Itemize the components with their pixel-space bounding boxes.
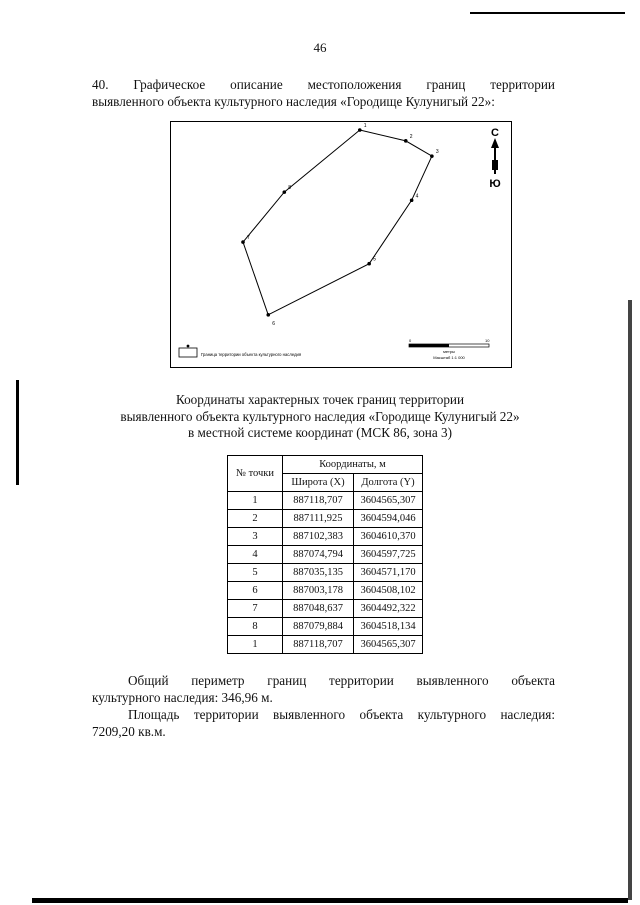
point-number-cell: 4 [228,546,283,564]
boundary-polygon-layer [241,123,439,327]
longitude-cell: 3604492,322 [354,600,423,618]
page-number: 46 [313,40,327,55]
longitude-cell: 3604565,307 [354,492,423,510]
scale-start: 0 [409,338,412,343]
boundary-point [404,139,408,143]
latitude-cell: 887118,707 [283,492,354,510]
caption-line: Координаты характерных точек границ территории [175,392,465,407]
boundary-point-label: 2 [409,133,413,140]
header-point-number: № точки [228,456,283,492]
scan-margin-mark-top-right [470,12,625,14]
longitude-cell: 3604508,102 [354,582,423,600]
latitude-cell: 887111,925 [283,510,354,528]
longitude-cell: 3604610,370 [354,528,423,546]
boundary-point [410,198,414,202]
latitude-cell: 887118,707 [283,636,354,654]
boundary-polygon [243,130,432,315]
latitude-cell: 887074,794 [283,546,354,564]
boundary-point-label: 6 [272,320,276,327]
perimeter-line: культурного наследия: 346,96 м. [92,690,273,705]
section-heading-line: 40. Графическое описание местоположения границ территории [92,77,555,92]
table-row [228,546,423,564]
point-number-cell: 1 [228,492,283,510]
boundary-point-label: 5 [373,256,376,263]
table-caption [0,392,640,442]
boundary-point [241,240,245,244]
boundary-map-drawing [171,122,511,367]
south-label: Ю [489,178,501,190]
scale-unit: метры [443,349,455,354]
table-row [228,582,423,600]
north-label: С [491,127,499,139]
coordinates-table [227,455,423,654]
point-number-cell: 5 [228,564,283,582]
scale-ratio: Масштаб 1:1 000 [433,355,465,360]
point-number-cell: 3 [228,528,283,546]
area-line: Площадь территории выявленного объекта культурного наследия: [128,707,555,722]
perimeter-line: Общий периметр границ территории выявленного объекта [128,673,555,688]
header-coordinates: Координаты, м [283,456,423,474]
header-latitude: Широта (X) [283,474,354,492]
table-row [228,636,423,654]
point-number-cell: 8 [228,618,283,636]
table-row [228,564,423,582]
boundary-point-label: 3 [435,149,439,156]
boundary-point-label: 8 [288,185,292,192]
boundary-point [358,128,362,132]
header-longitude: Долгота (Y) [354,474,423,492]
section-heading-line: выявленного объекта культурного наследия «Городище Кулунигый 22»: [92,94,495,109]
latitude-cell: 887048,637 [283,600,354,618]
boundary-point [430,154,434,158]
longitude-cell: 3604597,725 [354,546,423,564]
scale-bar-fill [409,344,449,347]
area-line: 7209,20 кв.м. [92,724,166,739]
boundary-point-label: 4 [415,193,419,200]
boundary-point-label: 1 [363,123,367,129]
scan-margin-mark-right [628,300,632,900]
table-row [228,618,423,636]
latitude-cell: 887102,383 [283,528,354,546]
point-number-cell: 6 [228,582,283,600]
latitude-cell: 887035,135 [283,564,354,582]
legend-text: Граница территории объекта культурного наследия [201,352,302,357]
section-heading [92,76,555,110]
table-row [228,492,423,510]
longitude-cell: 3604565,307 [354,636,423,654]
perimeter-paragraph [92,672,555,706]
point-number-cell: 1 [228,636,283,654]
table-row [228,528,423,546]
legend-point-icon [187,345,190,348]
longitude-cell: 3604594,046 [354,510,423,528]
point-number-cell: 2 [228,510,283,528]
boundary-map [170,121,512,368]
boundary-point [367,262,371,266]
table-row [228,510,423,528]
latitude-cell: 887079,884 [283,618,354,636]
north-arrow-icon [491,138,499,174]
boundary-point [282,190,286,194]
caption-line: выявленного объекта культурного наследия «Городище Кулунигый 22» [120,408,520,424]
longitude-cell: 3604518,134 [354,618,423,636]
scale-end: 10 [485,338,490,343]
latitude-cell: 887003,178 [283,582,354,600]
table-row [228,600,423,618]
boundary-point [266,313,270,317]
legend-swatch [179,348,197,357]
scan-margin-mark-bottom [32,898,628,903]
area-paragraph [92,706,555,740]
boundary-point-label: 7 [247,235,250,242]
longitude-cell: 3604571,170 [354,564,423,582]
point-number-cell: 7 [228,600,283,618]
caption-line: в местной системе координат (МСК 86, зона 3) [188,425,452,440]
